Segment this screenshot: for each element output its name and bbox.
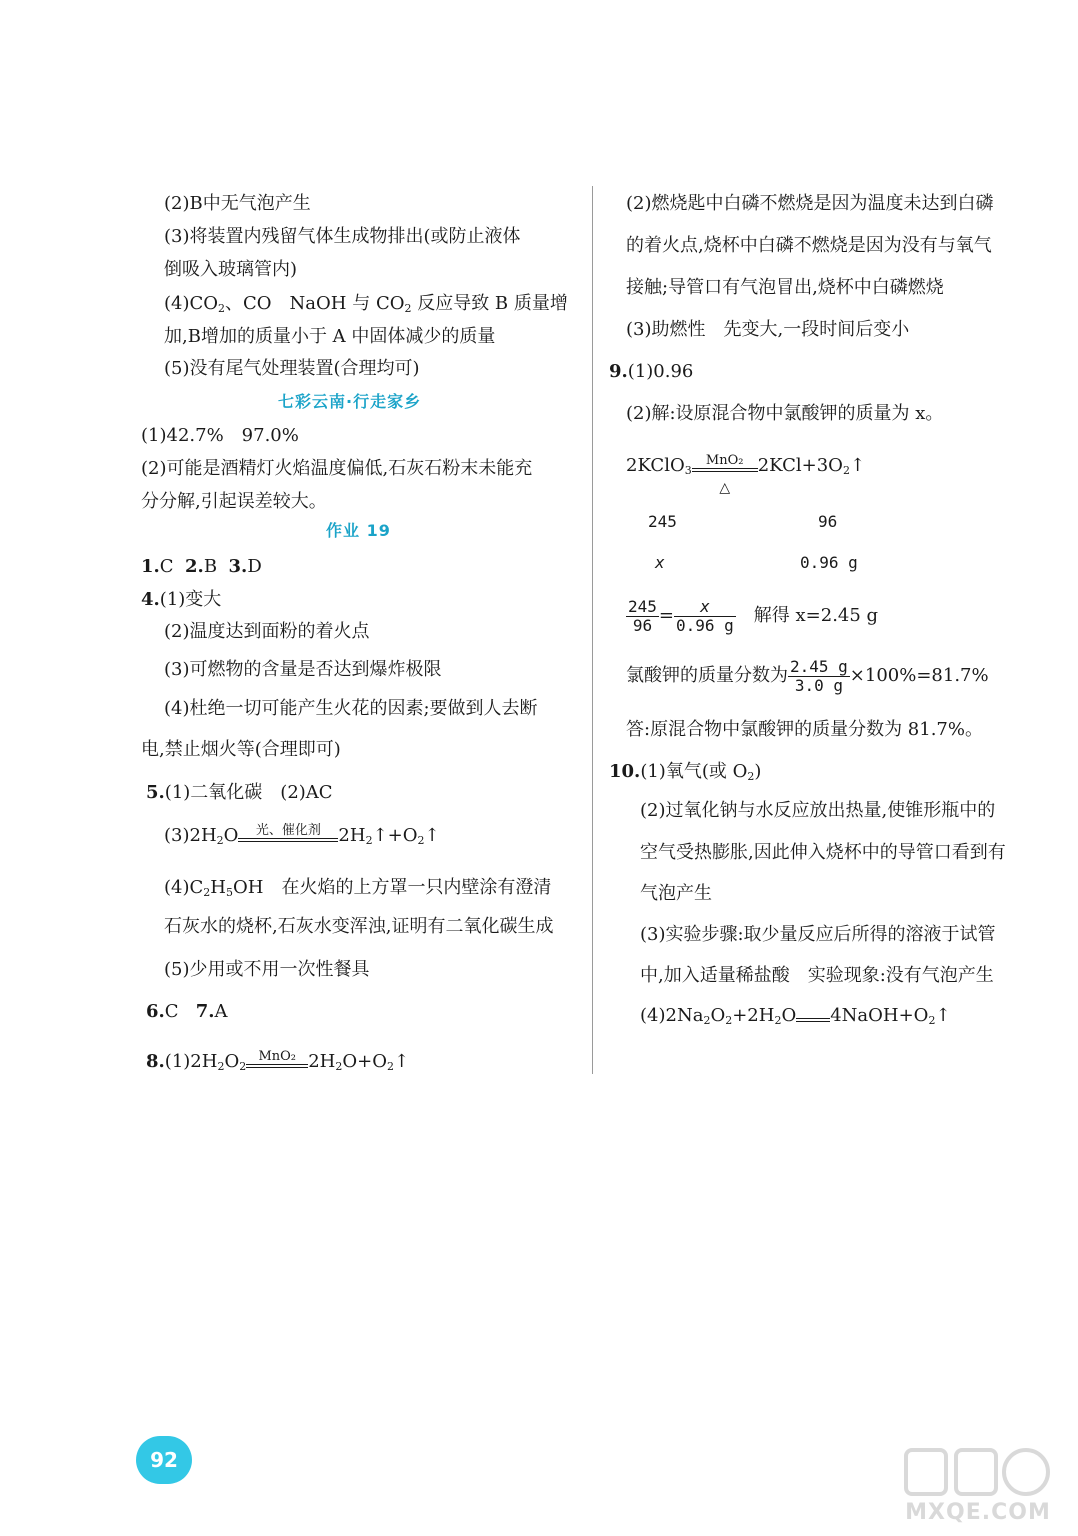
s1-2a: (2)可能是酒精灯火焰温度偏低,石灰石粉末未能充: [141, 458, 533, 479]
ratio-equation: $\frac{245}{96}$ = $\frac{x}{0.96 g}$ 解得 x=2.45 g: [628, 596, 879, 635]
q10-2c: 气泡产生: [640, 883, 712, 904]
q8-2a: (2)燃烧匙中白磷不燃烧是因为温度未达到白磷: [626, 193, 994, 214]
section-title-homework-19: 作业 19: [326, 521, 391, 540]
q3-3b: 倒吸入玻璃管内): [164, 259, 298, 280]
ratio-left: $\frac{245}{96}$: [628, 596, 657, 635]
q5-5: (5)少用或不用一次性餐具: [164, 959, 370, 980]
q9-2: (2)解:设原混合物中氯酸钾的质量为 x。: [626, 403, 944, 424]
q3-4a: $(4)CO_2$、CO NaOH 与 $CO_2$ 反应导致 B 质量增: [164, 293, 568, 315]
watermark-logo: [898, 1444, 1058, 1530]
q10-4-equation: $(4)2Na_2O_2+2H_2O$ $4NaOH+O_2↑$: [640, 1002, 951, 1030]
q5-4a: $(4)C_2H_5OH$ 在火焰的上方罩一只内壁涂有澄清: [164, 877, 552, 899]
double-line: [246, 1064, 308, 1068]
q10-3b: 中,加入适量稀盐酸 实验现象:没有气泡产生: [640, 965, 994, 986]
q3-4b: 加,B增加的质量小于 A 中固体减少的质量: [164, 326, 496, 347]
fraction: $\frac{2.45 g}{3.0 g}$: [790, 656, 848, 695]
mass-o2: 0.96 g: [800, 553, 858, 572]
answers-1-3: 1.C 2.B 3.D: [141, 556, 262, 577]
section-title-yunnan: 七彩云南·行走家乡: [278, 392, 422, 411]
double-line: [796, 1018, 830, 1022]
s1-2b: 分分解,引起误差较大。: [141, 491, 327, 512]
q3-5: (5)没有尾气处理装置(合理均可): [164, 358, 420, 379]
answer-9: 答:原混合物中氯酸钾的质量分数为 81.7%。: [626, 719, 983, 740]
q5-3-equation: $(3)2H_2O$ 光、催化剂 $2H_2↑+O_2↑$: [164, 822, 440, 850]
double-line: [692, 468, 758, 472]
watermark-seal-icon: [898, 1444, 1058, 1500]
molar-mass-o2: 96: [818, 512, 838, 531]
reaction-condition: MnO₂: [246, 1050, 308, 1076]
q4-1: 4.(1)变大: [141, 589, 222, 610]
q10-2b: 空气受热膨胀,因此伸入烧杯中的导管口看到有: [640, 842, 1006, 863]
reaction-condition: MnO₂ △: [692, 454, 758, 480]
double-line: [238, 838, 338, 842]
q9-equation: 2KClO$_3$ MnO₂ △ $2KCl+3O_2↑$: [626, 453, 866, 496]
column-divider: [592, 186, 593, 1074]
watermark-text: MXQE.COM: [905, 1500, 1051, 1525]
heat-symbol: △: [719, 480, 731, 496]
q8-3: (3)助燃性 先变大,一段时间后变小: [626, 319, 910, 340]
double-line-sign: [796, 1004, 830, 1030]
q4-4b: 电,禁止烟火等(合理即可): [141, 739, 341, 760]
q10-2a: (2)过氧化钠与水反应放出热量,使锥形瓶中的: [640, 800, 996, 821]
ratio-right: $\frac{x}{0.96 g}$: [676, 596, 734, 635]
q3-3a: (3)将装置内残留气体生成物排出(或防止液体: [164, 226, 521, 247]
molar-mass-kclo3: 245: [648, 512, 677, 531]
q3-2: (2)B中无气泡产生: [164, 193, 311, 214]
q8-2b: 的着火点,烧杯中白磷不燃烧是因为没有与氧气: [626, 235, 992, 256]
q4-3: (3)可燃物的含量是否达到爆炸极限: [164, 659, 442, 680]
q8-2c: 接触;导管口有气泡冒出,烧杯中白磷燃烧: [626, 277, 944, 298]
unknown-x: x: [655, 553, 665, 572]
page-number-badge: 92: [136, 1436, 192, 1484]
answers-6-7: 6.C 7.A: [146, 1001, 228, 1022]
q10-3a: (3)实验步骤:取少量反应后所得的溶液于试管: [640, 924, 996, 945]
q10-1: 10.(1)氧气(或 $O_2$): [609, 761, 762, 783]
q5-4b: 石灰水的烧杯,石灰水变浑浊,证明有二氧化碳生成: [164, 916, 554, 937]
q4-4a: (4)杜绝一切可能产生火花的因素;要做到人去断: [164, 698, 538, 719]
q4-2: (2)温度达到面粉的着火点: [164, 621, 370, 642]
q9-1: 9.(1)0.96: [609, 361, 694, 382]
mass-fraction: 氯酸钾的质量分数为 $\frac{2.45 g}{3.0 g}$ ×100%=81.7%: [626, 656, 989, 695]
q8-1-equation: $8.(1)2H_2O_2$ MnO₂ $2H_2O+O_2↑$: [146, 1048, 409, 1076]
s1-1: (1)42.7% 97.0%: [141, 425, 299, 446]
reaction-condition: 光、催化剂: [238, 824, 338, 850]
q5-1-2: 5.(1)二氧化碳 (2)AC: [146, 782, 333, 803]
